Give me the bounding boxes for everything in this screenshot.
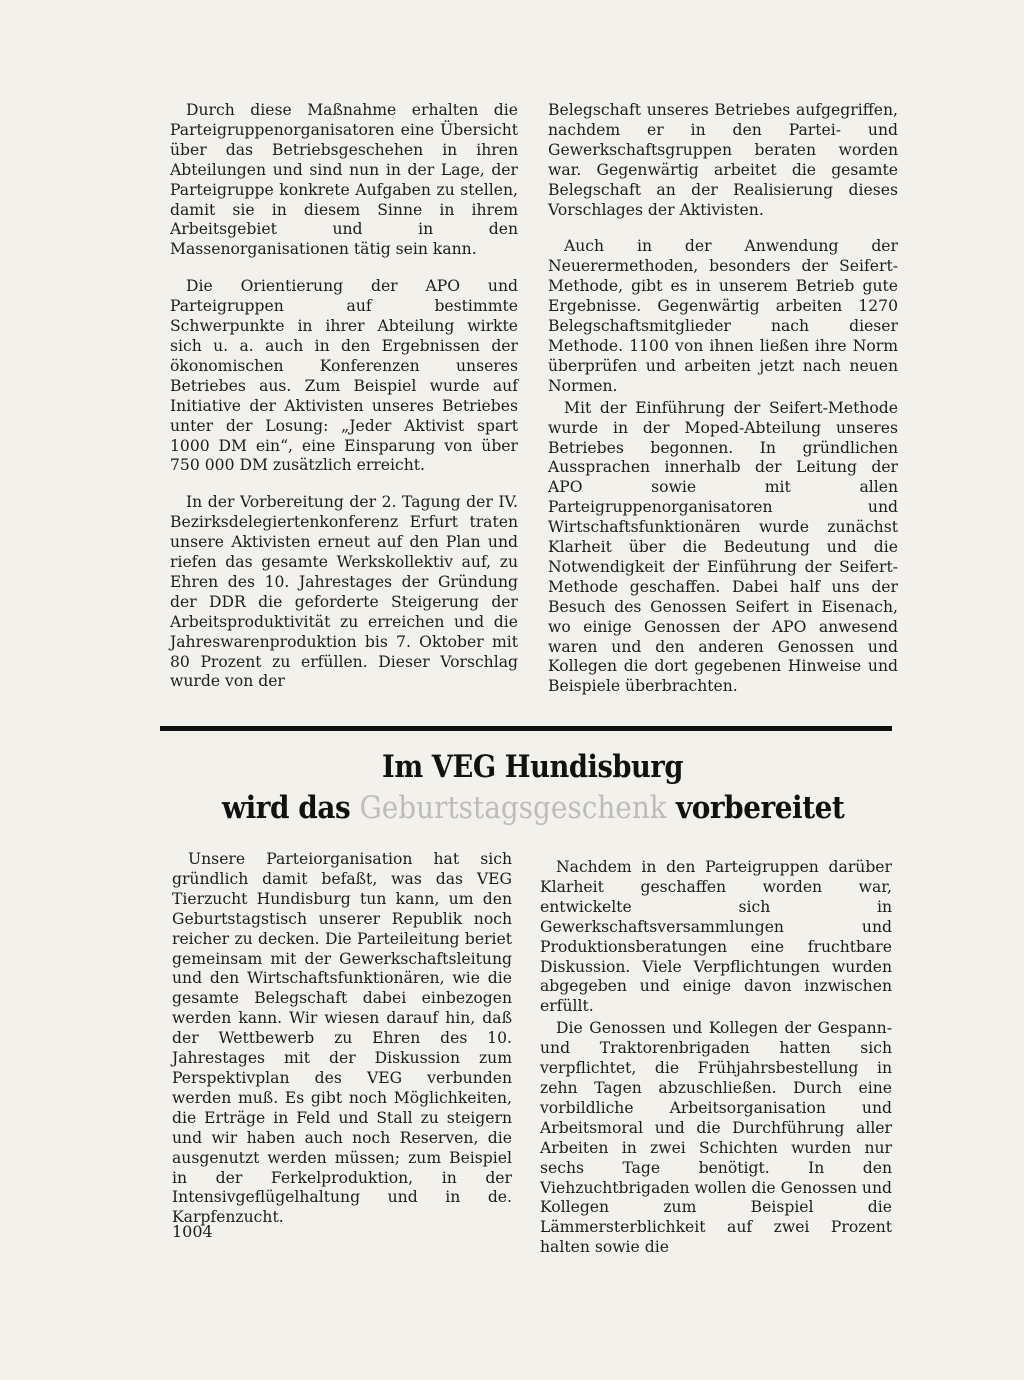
article-right-column bbox=[540, 858, 892, 1258]
title-faded-word: Geburtstagsgeschenk bbox=[359, 790, 667, 826]
section-divider bbox=[160, 726, 892, 731]
paragraph: Mit der Einführung der Seifert-Methode wurde in der Moped-Abteilung unseres Betriebes begonnen. In gründlichen Aussprachen innerhalb der Leitung der APO sowie mit allen Parteigruppenorganisatoren und Wirtschaftsfunktionären wurde zunächst Klarheit über die Bedeutung und die Notwendigkeit der Einführung der Seifert-Methode geschaffen. Dabei half uns der Besuch des Genossen Seifert in Eisenach, wo einige Genossen der APO anwesend waren und den anderen Genossen und Kollegen die dort gegebenen Hinweise und Beispiele überbrachten. bbox=[548, 398, 898, 696]
article-title-line-2 bbox=[222, 790, 844, 826]
article-title-line-1: Im VEG Hundisburg bbox=[382, 749, 684, 785]
article-left-column bbox=[172, 850, 512, 1228]
upper-left-column bbox=[170, 101, 518, 692]
paragraph: Auch in der Anwendung der Neuerermethoden, besonders der Seifert-Methode, gibt es in unserem Betrieb gute Ergebnisse. Gegenwärtig arbeiten 1270 Belegschaftsmitglieder nach dieser Methode. 1100 von ihnen ließen ihre Norm überprüfen und arbeiten jetzt nach neuen Normen. bbox=[548, 237, 898, 395]
paragraph: Die Genossen und Kollegen der Gespann- und Traktorenbrigaden hatten sich verpflichtet, die Frühjahrsbestellung in zehn Tagen abzuschließen. Durch eine vorbildliche Arbeitsorganisation und Arbeitsmoral und die Durchführung aller Arbeiten in zwei Schichten wurden nur sechs Tage benötigt. In den Viehzuchtbrigaden wollen die Genossen und Kollegen zum Beispiel die Lämmersterblichkeit auf zwei Prozent halten sowie die bbox=[540, 1019, 892, 1257]
paragraph: In der Vorbereitung der 2. Tagung der IV. Bezirksdelegiertenkonferenz Erfurt traten unsere Aktivisten erneut auf den Plan und riefen das gesamte Werkskollektiv auf, zu Ehren des 10. Jahrestages der Gründung der DDR die geforderte Steigerung der Arbeitsproduktivität zu erreichen und die Jahreswarenproduktion bis 7. Oktober mit 80 Prozent zu erfüllen. Dieser Vorschlag wurde von der bbox=[170, 493, 518, 691]
paragraph: Durch diese Maßnahme erhalten die Parteigruppenorganisatoren eine Übersicht über das Betriebsgeschehen in ihren Abteilungen und sind nun in der Lage, der Parteigruppe konkrete Aufgaben zu stellen, damit sie in diesem Sinne in ihrem Arbeitsgebiet und in den Massenorganisationen tätig sein kann. bbox=[170, 101, 518, 259]
paragraph: Die Orientierung der APO und Parteigruppen auf bestimmte Schwerpunkte in ihrer Abteilung wirkte sich u. a. auch in den Ergebnissen der ökonomischen Konferenzen unseres Betriebes aus. Zum Beispiel wurde auf Initiative der Aktivisten unseres Betriebes unter der Losung: „Jeder Aktivist spart 1000 DM ein“, eine Einsparung von über 750 000 DM zusätzlich erreicht. bbox=[170, 277, 518, 475]
title-end: vorbereitet bbox=[675, 790, 845, 826]
paragraph: Unsere Parteiorganisation hat sich gründlich damit befaßt, was das VEG Tierzucht Hundisburg tun kann, um den Geburtstagstisch unserer Republik noch reicher zu decken. Die Parteileitung beriet gemeinsam mit der Gewerkschaftsleitung und den Wirtschaftsfunktionären, wie die gesamte Belegschaft dabei einbezogen werden kann. Wir wiesen darauf hin, daß der Wettbewerb zu Ehren des 10. Jahrestages mit der Diskussion zum Perspektivplan des VEG verbunden werden muß. Es gibt noch Möglichkeiten, die Erträge in Feld und Stall zu steigern und wir haben auch noch Reserven, die ausgenutzt werden müssen; zum Beispiel in der Ferkelproduktion, in der Intensivgeflügelhaltung und in de. Karpfenzucht. bbox=[172, 850, 512, 1227]
title-start: wird das bbox=[222, 790, 351, 826]
page-number: 1004 bbox=[172, 1222, 213, 1241]
upper-right-column bbox=[548, 101, 898, 697]
paragraph: Nachdem in den Parteigruppen darüber Klarheit geschaffen worden war, entwickelte sich in Gewerkschaftsversammlungen und Produktionsberatungen eine fruchtbare Diskussion. Viele Verpflichtungen wurden abgegeben und einige davon inzwischen erfüllt. bbox=[540, 858, 892, 1016]
paragraph: Belegschaft unseres Betriebes aufgegriffen, nachdem er in den Partei- und Gewerkschaftsgruppen beraten worden war. Gegenwärtig arbeitet die gesamte Belegschaft an der Realisierung dieses Vorschlages der Aktivisten. bbox=[548, 101, 898, 219]
